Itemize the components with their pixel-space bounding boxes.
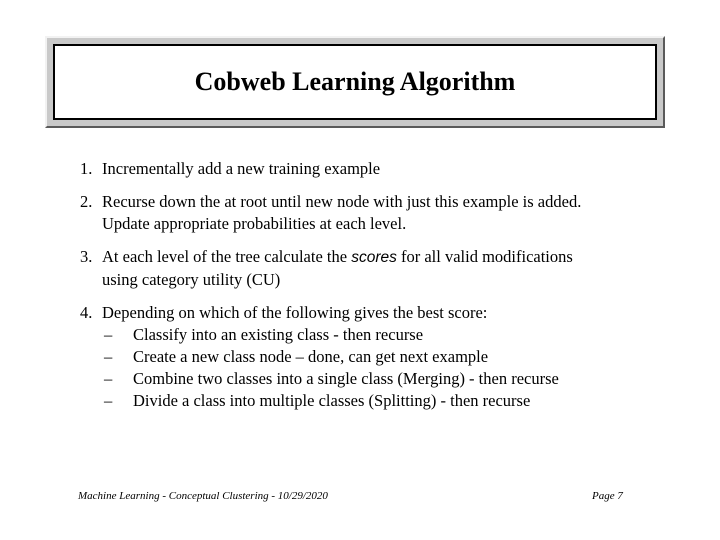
- list-item-1: [80, 158, 680, 180]
- text-segment: for all valid modifications: [396, 247, 573, 266]
- item-number: 1.: [80, 159, 93, 178]
- emphasized-term: scores: [351, 249, 397, 266]
- item-text: Incrementally add a new training example: [102, 159, 381, 178]
- text-segment: At each level of the tree calculate the: [102, 247, 352, 266]
- item-text-line-2: using category utility (CU): [102, 270, 281, 289]
- sub-item-1: [80, 324, 680, 346]
- sub-item-4: [80, 390, 680, 412]
- item-text-line-1: Recurse down the at root until new node with just this example is added.: [102, 192, 582, 211]
- sub-item-2: [80, 346, 680, 368]
- item-text-line-2: Update appropriate probabilities at each level.: [102, 214, 407, 233]
- dash-bullet: –: [104, 325, 113, 344]
- dash-bullet: –: [104, 347, 113, 366]
- sub-item-text: Classify into an existing class - then recurse: [133, 325, 424, 344]
- sub-item-text: Create a new class node – done, can get next example: [133, 347, 489, 366]
- sub-item-text: Divide a class into multiple classes (Splitting) - then recurse: [133, 391, 531, 410]
- item-number: 4.: [80, 303, 93, 322]
- dash-bullet: –: [104, 369, 113, 388]
- item-text-line-1: [102, 246, 680, 269]
- sub-item-text: Combine two classes into a single class (Merging) - then recurse: [133, 369, 559, 388]
- title-frame: [45, 36, 665, 128]
- sub-item-3: [80, 368, 680, 390]
- list-item-3: [80, 246, 680, 291]
- list-item-2: [80, 191, 680, 235]
- slide-title: Cobweb Learning Algorithm: [194, 67, 516, 96]
- item-number: 3.: [80, 247, 93, 266]
- title-box: [53, 44, 657, 120]
- slide-content: [80, 158, 680, 412]
- dash-bullet: –: [104, 391, 113, 410]
- page-number: Page 7: [592, 490, 623, 502]
- item-number: 2.: [80, 192, 93, 211]
- list-item-4: [80, 302, 680, 324]
- footer-left: Machine Learning - Conceptual Clustering - 10/29/2020: [78, 490, 328, 502]
- item-text: Depending on which of the following gives the best score:: [102, 303, 488, 322]
